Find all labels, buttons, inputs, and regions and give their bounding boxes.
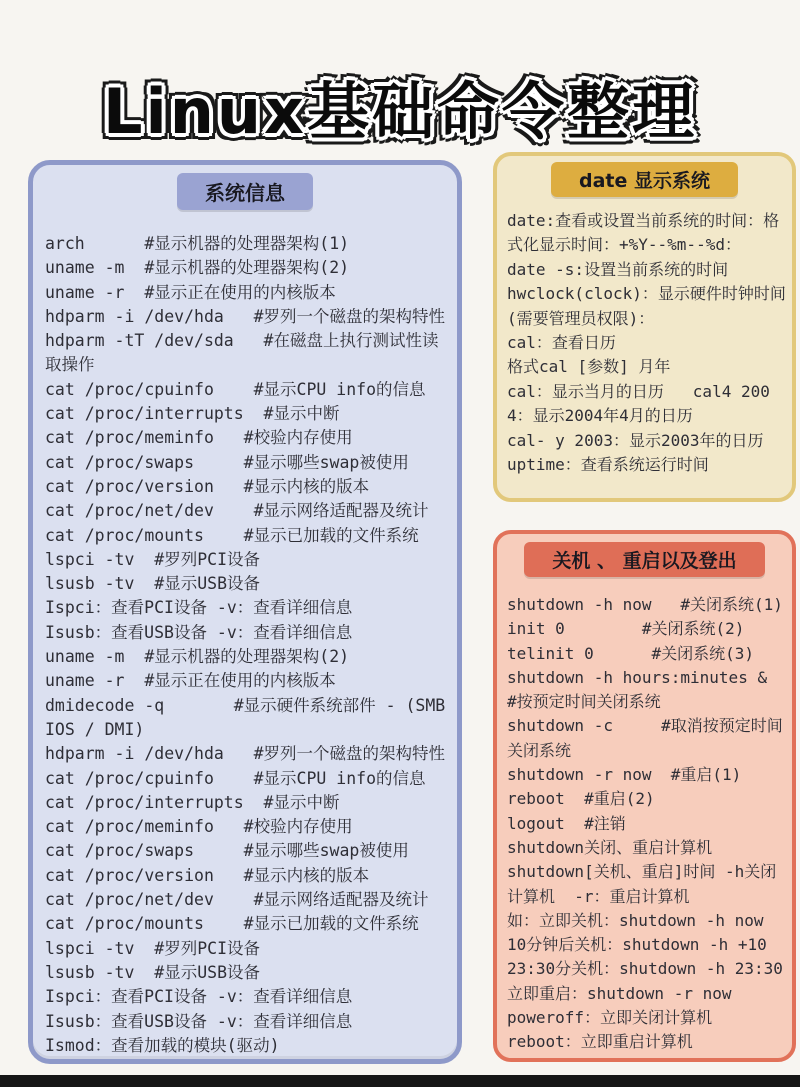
command-line: cat /proc/cpuinfo #显示CPU info的信息 bbox=[45, 768, 426, 788]
command-line: shutdown -r now #重启(1) bbox=[507, 765, 742, 785]
command-line: uname -m #显示机器的处理器架构(2) bbox=[45, 647, 350, 667]
command-line: 立即重启：shutdown -r now bbox=[507, 983, 732, 1003]
command-line: uptime：查看系统运行时间 bbox=[507, 455, 709, 475]
command-line: cat /proc/version #显示内核的版本 bbox=[45, 865, 370, 885]
panel-date-header: date 显示系统 bbox=[551, 162, 738, 197]
command-line: uname -r #显示正在使用的内核版本 bbox=[45, 671, 336, 691]
panel-date bbox=[493, 152, 796, 502]
command-line: hdparm -i /dev/hda #罗列一个磁盘的架构特性 bbox=[45, 306, 446, 326]
shutdown-command-list bbox=[497, 577, 792, 1055]
command-line: date:查看或设置当前系统的时间：格式化显示时间：+%Y--%m--%d： bbox=[507, 211, 780, 255]
command-line: 23:30分关机：shutdown -h 23:30 bbox=[507, 959, 783, 979]
command-line: cat /proc/interrupts #显示中断 bbox=[45, 792, 340, 812]
command-line: cat /proc/interrupts #显示中断 bbox=[45, 404, 340, 424]
command-line: hdparm -tT /dev/sda #在磁盘上执行测试性读取操作 bbox=[45, 331, 439, 375]
command-line: reboot #重启(2) bbox=[507, 789, 655, 809]
command-line: telinit 0 #关闭系统(3) bbox=[507, 643, 755, 663]
command-line: cat /proc/net/dev #显示网络适配器及统计 bbox=[45, 501, 429, 521]
command-line: uname -m #显示机器的处理器架构(2) bbox=[45, 258, 350, 278]
command-line: shutdown关闭、重启计算机 bbox=[507, 837, 713, 857]
command-line: poweroff：立即关闭计算机 bbox=[507, 1008, 713, 1028]
command-line: shutdown -h hours:minutes & #按预定时间关闭系统 bbox=[507, 667, 777, 712]
command-line: Isusb：查看USB设备 -v：查看详细信息 bbox=[45, 622, 353, 642]
command-line: 10分钟后关机：shutdown -h +10 bbox=[507, 935, 767, 955]
command-line: shutdown[关机、重启]时间 -h关闭计算机 -r：重启计算机 bbox=[507, 862, 777, 906]
panel-shutdown bbox=[493, 530, 796, 1062]
panel-system-info bbox=[28, 160, 462, 1064]
command-line: reboot：立即重启计算机 bbox=[507, 1032, 693, 1052]
command-line: logout #注销 bbox=[507, 813, 626, 833]
page-title: Linux基础命令整理 bbox=[102, 74, 698, 148]
bottom-black-bar bbox=[0, 1075, 800, 1087]
command-line: cat /proc/cpuinfo #显示CPU info的信息 bbox=[45, 379, 426, 399]
command-line: cal- y 2003：显示2003年的日历 bbox=[507, 430, 764, 450]
command-line: 如：立即关机：shutdown -h now bbox=[507, 910, 764, 930]
date-command-list bbox=[497, 197, 792, 477]
command-line: cat /proc/meminfo #校验内存使用 bbox=[45, 817, 353, 837]
command-line: lsusb -tv #显示USB设备 bbox=[45, 962, 261, 982]
command-line: cat /proc/version #显示内核的版本 bbox=[45, 476, 370, 496]
command-line: init 0 #关闭系统(2) bbox=[507, 619, 745, 639]
command-line: lspci -tv #罗列PCI设备 bbox=[45, 549, 261, 569]
command-line: cal：查看日历 bbox=[507, 333, 616, 353]
command-line: hdparm -i /dev/hda #罗列一个磁盘的架构特性 bbox=[45, 744, 446, 764]
command-line: shutdown -h now #关闭系统(1) bbox=[507, 595, 783, 614]
panel-shutdown-header: 关机 、 重启以及登出 bbox=[524, 542, 764, 577]
command-line: shutdown -c #取消按预定时间关闭系统 bbox=[507, 716, 783, 760]
command-line: lspci -tv #罗列PCI设备 bbox=[45, 938, 261, 958]
command-line: 格式cal [参数] 月年 bbox=[507, 357, 671, 377]
command-line: uname -r #显示正在使用的内核版本 bbox=[45, 282, 336, 302]
command-line: Ismod：查看加载的模块(驱动) bbox=[45, 1035, 280, 1055]
command-line: Ispci：查看PCI设备 -v：查看详细信息 bbox=[45, 598, 353, 618]
command-line: arch #显示机器的处理器架构(1) bbox=[45, 234, 350, 253]
command-line: cat /proc/mounts #显示已加载的文件系统 bbox=[45, 914, 419, 934]
command-line: cat /proc/swaps #显示哪些swap被使用 bbox=[45, 452, 409, 472]
command-line: date -s:设置当前系统的时间 bbox=[507, 259, 729, 279]
command-line: cat /proc/mounts #显示已加载的文件系统 bbox=[45, 525, 419, 545]
command-line: hwclock(clock)：显示硬件时钟时间(需要管理员权限)： bbox=[507, 284, 786, 328]
command-line: lsusb -tv #显示USB设备 bbox=[45, 574, 261, 594]
command-line: cat /proc/meminfo #校验内存使用 bbox=[45, 428, 353, 448]
command-line: Isusb：查看USB设备 -v：查看详细信息 bbox=[45, 1011, 353, 1031]
command-line: dmidecode -q #显示硬件系统部件 - (SMBIOS / DMI) bbox=[45, 695, 446, 739]
system-info-command-list bbox=[33, 210, 457, 1058]
command-line: cat /proc/swaps #显示哪些swap被使用 bbox=[45, 841, 409, 861]
command-line: Ispci：查看PCI设备 -v：查看详细信息 bbox=[45, 987, 353, 1007]
command-line: cat /proc/net/dev #显示网络适配器及统计 bbox=[45, 890, 429, 910]
command-line: cal：显示当月的日历 cal4 2004：显示2004年4月的日历 bbox=[507, 381, 770, 426]
panel-system-info-header: 系统信息 bbox=[177, 173, 313, 210]
